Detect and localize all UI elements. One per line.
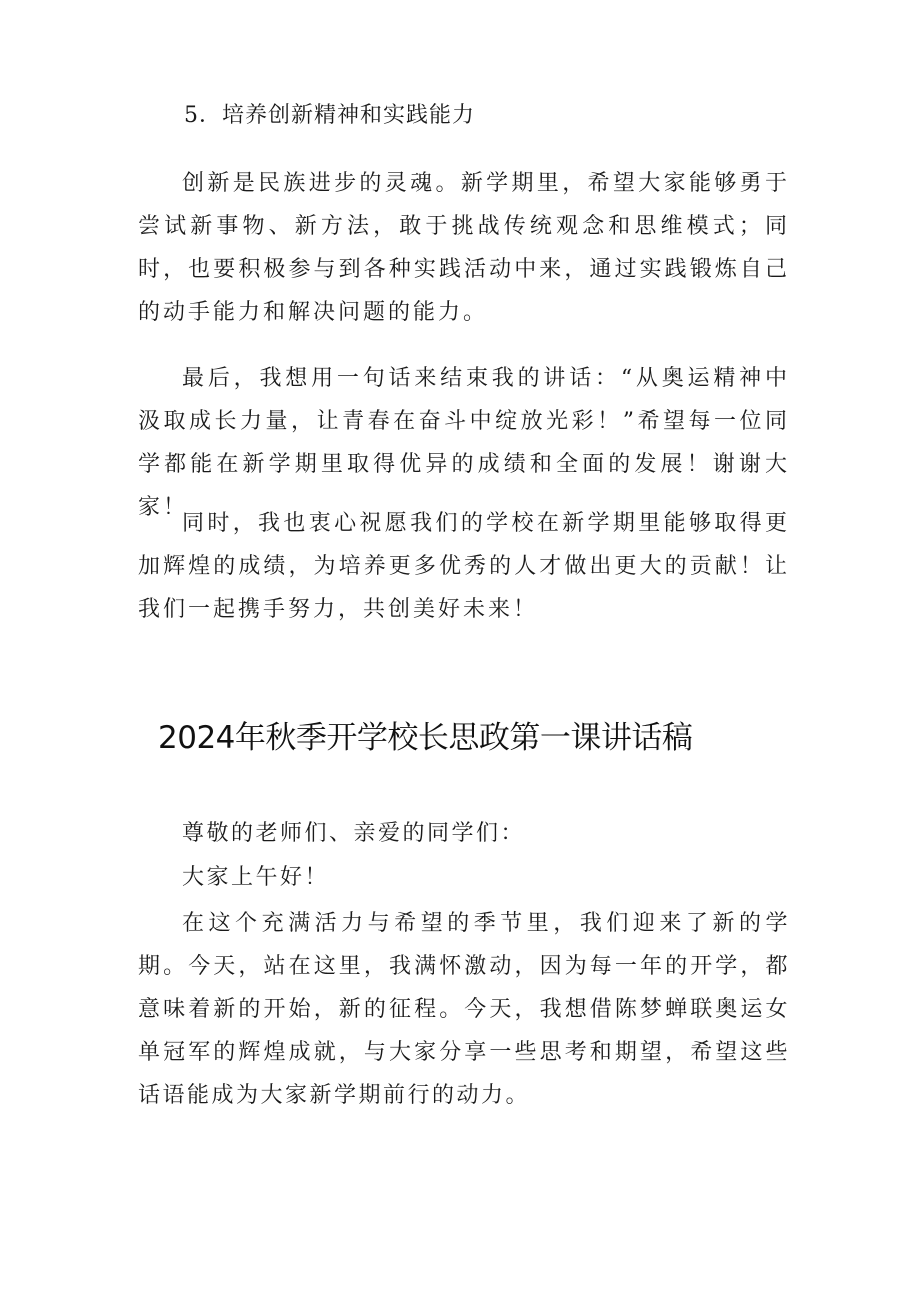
paragraph-school-wishes: 同时，我也衷心祝愿我们的学校在新学期里能够取得更加辉煌的成绩，为培养更多优秀的人才做出更大的贡献！让我们一起携手努力，共创美好未来！ xyxy=(138,511,790,622)
paragraph-closing-remarks: 最后，我想用一句话来结束我的讲话：“从奥运精神中汲取成长力量，让青春在奋斗中绽放光彩！”希望每一位同学都能在新学期里取得优异的成绩和全面的发展！谢谢大家！ xyxy=(138,366,790,520)
section-heading: 5．培养创新精神和实践能力 xyxy=(184,103,475,128)
speech-greeting: 大家上午好！ xyxy=(182,865,330,890)
paragraph-innovation: 创新是民族进步的灵魂。新学期里，希望大家能够勇于尝试新事物、新方法，敢于挑战传统观念和思维模式；同时，也要积极参与到各种实践活动中来，通过实践锻炼自己的动手能力和解决问题的能力。 xyxy=(138,171,790,325)
paragraph-opening: 在这个充满活力与希望的季节里，我们迎来了新的学期。今天，站在这里，我满怀激动，因为每一年的开学，都意味着新的开始，新的征程。今天，我想借陈梦蝉联奥运女单冠军的辉煌成就，与大家分享一些思考和期望，希望这些话语能成为大家新学期前行的动力。 xyxy=(138,911,790,1108)
speech-title: 2024年秋季开学校长思政第一课讲话稿 xyxy=(158,720,693,756)
speech-salutation: 尊敬的老师们、亲爱的同学们： xyxy=(182,821,526,846)
